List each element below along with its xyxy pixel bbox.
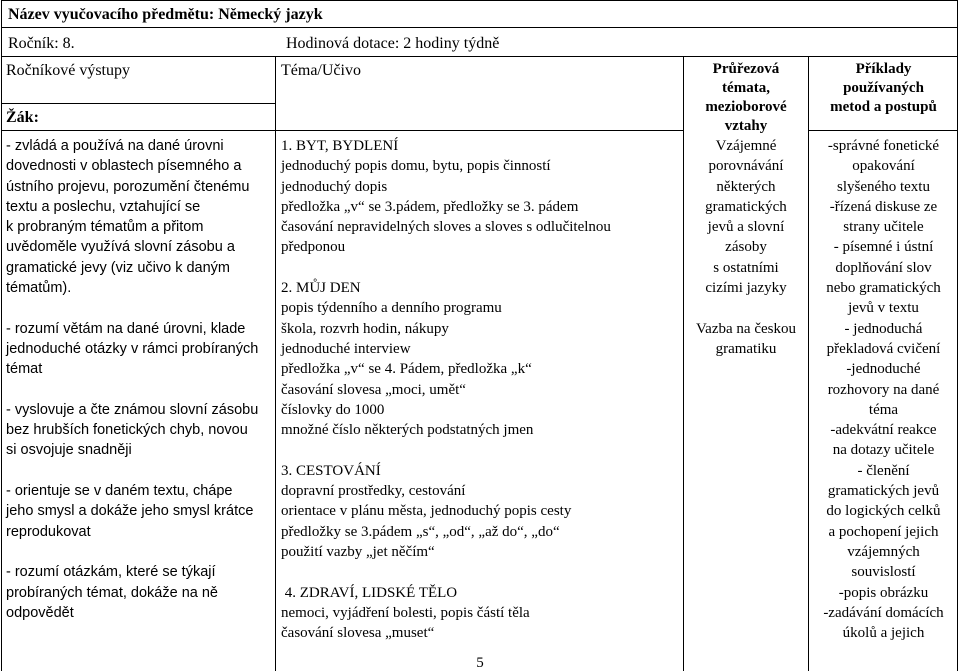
cross-topics-header: Průřezová témata, mezioborové vztahy <box>705 61 787 134</box>
method-line: -jednoduché <box>846 361 921 378</box>
outcome-spacer <box>6 380 274 400</box>
outcome-line: bez hrubších fonetických chyb, novou <box>6 422 248 439</box>
topic-heading: 3. CESTOVÁNÍ <box>281 462 381 479</box>
cross-line: jevů a slovní <box>707 219 785 236</box>
cross-spacer <box>684 298 808 318</box>
method-line: - jednoduchá <box>844 320 923 337</box>
topic-line: použití vazby „jet něčím“ <box>281 543 435 560</box>
subject-title: Název vyučovacího předmětu: Německý jazyk <box>8 6 323 23</box>
header-bottom-line <box>1 130 683 131</box>
method-line: rozhovory na dané <box>827 381 940 398</box>
topic-line: nemoci, vyjádření bolesti, popis částí těla <box>281 604 530 621</box>
outcome-line: textu a poslechu, vztahující se <box>6 198 201 215</box>
outcome-line: - zvládá a používá na dané úrovni <box>6 138 224 154</box>
page-number: 5 <box>476 655 484 671</box>
topic-line: předložka „v“ se 3.pádem, předložky se 3. pádem <box>281 198 579 215</box>
method-line: -správné fonetické <box>827 138 940 154</box>
topic-header: Téma/Učivo <box>281 62 361 79</box>
outcome-line: odpovědět <box>6 604 74 621</box>
cross-line: cizími jazyky <box>705 280 787 297</box>
topic-line: číslovky do 1000 <box>281 401 385 418</box>
method-line: na dotazy učitele <box>832 442 935 459</box>
method-line: strany učitele <box>843 219 924 236</box>
method-line: úkolů a jejich <box>842 625 925 642</box>
topic-line: škola, rozvrh hodin, nákupy <box>281 320 449 337</box>
outcome-line: k probraným tématům a přitom <box>6 219 204 236</box>
methods-header: Příklady používaných metod a postupů <box>830 61 937 115</box>
outcome-line: tématům). <box>6 280 72 297</box>
outcome-line: - orientuje se v daném textu, chápe <box>6 483 233 500</box>
topic-line: jednoduché interview <box>281 340 411 357</box>
method-line: téma <box>868 401 899 418</box>
outcome-spacer <box>6 542 274 562</box>
method-line: a pochopení jejich <box>828 523 939 540</box>
cross-line: gramatiku <box>715 340 777 357</box>
outcome-line: reprodukovat <box>6 523 91 540</box>
topic-line: popis týdenního a denního programu <box>281 300 502 317</box>
method-line: slyšeného textu <box>837 178 930 195</box>
topic-heading: 2. MŮJ DEN <box>281 280 361 297</box>
outcomes-list <box>6 136 274 623</box>
cross-line: zásoby <box>725 239 767 256</box>
column-divider <box>275 56 276 671</box>
topic-spacer <box>281 258 681 278</box>
method-line: vzájemných <box>847 543 920 560</box>
grade-label: Ročník: 8. <box>8 35 75 52</box>
hours-label: Hodinová dotace: 2 hodiny týdně <box>286 35 500 52</box>
outcome-spacer <box>6 461 274 481</box>
outcome-line: ústního projevu, porozumění čtenému <box>6 178 250 195</box>
outcome-line: - rozumí otázkám, které se týkají <box>6 564 216 581</box>
outcome-line: jeho smysl a dokáže jeho smysl krátce <box>6 503 254 520</box>
method-line: -adekvátní reakce <box>830 422 937 439</box>
method-line: -zadávání domácích <box>823 604 944 621</box>
topic-line: množné číslo některých podstatných jmen <box>281 422 534 439</box>
method-line: gramatických jevů <box>827 483 940 500</box>
method-line: jevů v textu <box>848 300 919 317</box>
method-line: překladová cvičení <box>826 340 941 357</box>
topic-line: orientace v plánu města, jednoduchý popis cesty <box>281 503 572 520</box>
methods-list <box>809 136 958 643</box>
outcome-line: dovednosti v oblastech písemného a <box>6 158 242 175</box>
method-line: - písemné i ústní <box>833 239 934 256</box>
topic-spacer <box>281 440 681 460</box>
outcome-line: probíraných témat, dokáže na ně <box>6 584 218 601</box>
method-line: nebo gramatických <box>826 280 941 297</box>
topic-line: dopravní prostředky, cestování <box>281 483 466 500</box>
topic-heading: 4. ZDRAVÍ, LIDSKÉ TĚLO <box>281 584 458 601</box>
student-header: Žák: <box>6 109 39 126</box>
cross-line: s ostatními <box>713 259 779 276</box>
outcome-line: si osvojuje snadněji <box>6 442 132 459</box>
topic-spacer <box>281 562 681 582</box>
topic-line: časování slovesa „muset“ <box>281 625 435 642</box>
topic-line: předložka „v“ se 4. Pádem, předložka „k“ <box>281 361 532 378</box>
outcome-line: - rozumí větám na dané úrovni, klade <box>6 320 246 337</box>
method-line: do logických celků <box>826 503 941 520</box>
method-line: opakování <box>852 158 915 175</box>
cross-topics-list <box>684 136 808 359</box>
cross-line: porovnávání <box>708 158 784 175</box>
outcomes-header-divider <box>1 103 275 104</box>
cross-line: gramatických <box>705 198 787 215</box>
grade-row <box>1 27 958 57</box>
header-bottom-line <box>808 130 958 131</box>
method-line: doplňování slov <box>835 259 932 276</box>
cross-line: Vzájemné <box>715 138 777 154</box>
method-line: souvislostí <box>851 564 916 581</box>
topic-line: jednoduchý popis domu, bytu, popis činností <box>281 158 551 175</box>
outcome-line: uvědoměle využívá slovní zásobu a <box>6 239 235 256</box>
method-line: -řízená diskuse ze <box>829 198 938 215</box>
topic-line: předložky se 3.pádem „s“, „od“, „až do“, „do“ <box>281 523 560 540</box>
outcome-line: témat <box>6 361 43 378</box>
cross-line: Vazba na českou <box>696 320 796 337</box>
topic-line: předponou <box>281 239 346 256</box>
method-line: -popis obrázku <box>838 584 929 601</box>
method-line: - členění <box>857 462 910 479</box>
topic-line: časování slovesa „moci, umět“ <box>281 381 466 398</box>
outcome-line: jednoduché otázky v rámci probíraných <box>6 340 259 357</box>
topics-list <box>281 136 681 643</box>
topic-line: časování nepravidelných sloves a sloves s odlučitelnou <box>281 219 611 236</box>
topic-line: jednoduchý dopis <box>281 178 388 195</box>
outcomes-header: Ročníkové výstupy <box>6 62 130 79</box>
cross-line: některých <box>716 178 776 195</box>
topic-heading: 1. BYT, BYDLENÍ <box>281 138 399 154</box>
outcome-line: gramatické jevy (viz učivo k daným <box>6 259 231 276</box>
outcome-line: - vyslovuje a čte známou slovní zásobu <box>6 401 259 418</box>
outcome-spacer <box>6 298 274 318</box>
subject-row <box>1 0 958 28</box>
